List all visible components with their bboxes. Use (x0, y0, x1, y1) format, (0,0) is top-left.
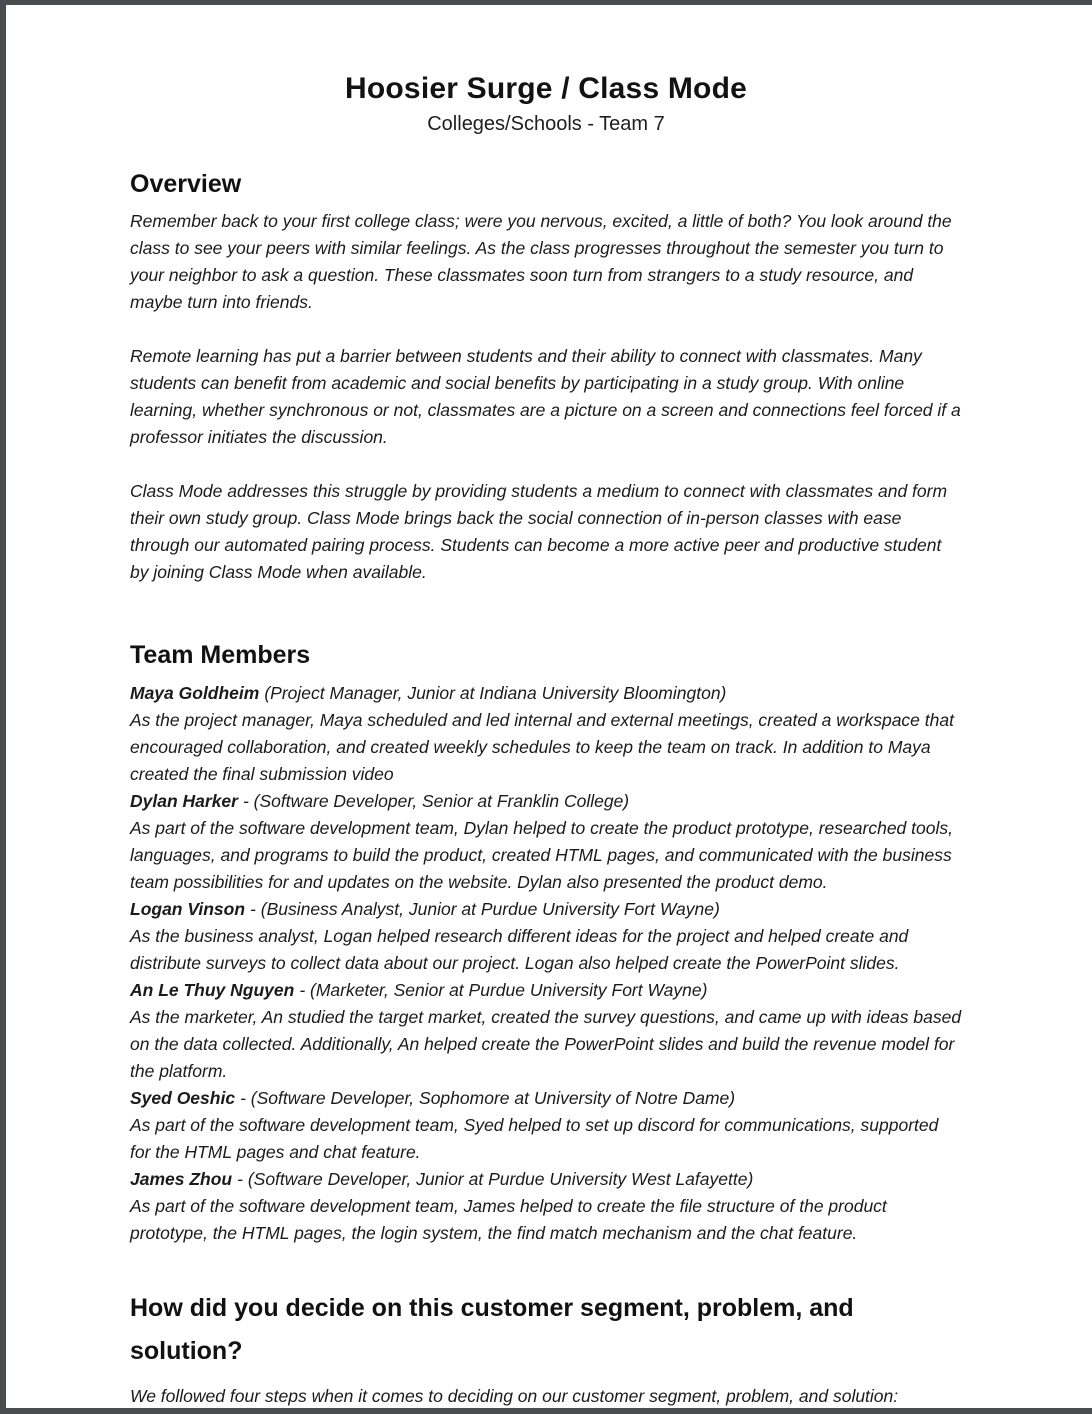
team-member-header (130, 788, 962, 815)
page-content (6, 5, 1092, 1410)
team-member-name: An Le Thuy Nguyen (130, 979, 295, 1000)
team-member-role: - (Software Developer, Sophomore at University of Notre Dame) (240, 1087, 736, 1108)
overview-paragraph: Class Mode addresses this struggle by providing students a medium to connect with classmates and form their own study group. Class Mode brings back the social connection of in-person classes with ease through our automated pairing process. Students can become a more active peer and productive student by joining Class Mode when available. (130, 481, 948, 583)
team-member-header (130, 1166, 962, 1193)
team-member-role: - (Software Developer, Senior at Franklin College) (242, 790, 630, 811)
team-member-role: (Project Manager, Junior at Indiana University Bloomington) (264, 682, 727, 703)
team-member-description: As part of the software development team, James helped to create the file structure of the product prototype, the HTML pages, the login system, the find match mechanism and the chat feature. (130, 1195, 887, 1243)
overview-paragraph: Remote learning has put a barrier between students and their ability to connect with classmates. Many students can benefit from academic and social benefits by participating in a study group. With online learning, whether synchronous or not, classmates are a picture on a screen and connections feel forced if a professor initiates the discussion. (130, 346, 961, 448)
overview-heading: Overview (130, 170, 242, 198)
team-member-name: James Zhou (130, 1168, 233, 1189)
team-member (130, 896, 962, 977)
team-member-name: Logan Vinson (130, 898, 246, 919)
team-member-header (130, 1085, 962, 1112)
team-member-header (130, 977, 962, 1004)
team-member-name: Syed Oeshic (130, 1087, 236, 1108)
question-heading: How did you decide on this customer segment, problem, and solution? (130, 1293, 854, 1365)
team-member (130, 788, 962, 896)
team-member-name: Dylan Harker (130, 790, 238, 811)
team-member (130, 1166, 962, 1247)
team-member-description: As the marketer, An studied the target market, created the survey questions, and came up with ideas based on the data collected. Additionally, An helped create the PowerPoint slides and build the revenue model for the platform. (130, 1006, 962, 1081)
team-member-role: - (Marketer, Senior at Purdue University Fort Wayne) (299, 979, 708, 1000)
team-member-name: Maya Goldheim (130, 682, 260, 703)
team-member (130, 977, 962, 1085)
team-member-description: As part of the software development team, Syed helped to set up discord for communications, supported for the HTML pages and chat feature. (130, 1114, 939, 1162)
team-member-description: As the business analyst, Logan helped research different ideas for the project and helped create and distribute surveys to collect data about our project. Logan also helped create the PowerPoint slides. (130, 925, 909, 973)
document-title: Hoosier Surge / Class Mode (345, 72, 747, 105)
document-subtitle: Colleges/Schools - Team 7 (427, 113, 665, 135)
team-member-role: - (Business Analyst, Junior at Purdue University Fort Wayne) (250, 898, 720, 919)
team-member-header (130, 680, 962, 707)
team-member-description: As part of the software development team, Dylan helped to create the product prototype, researched tools, languages, and programs to build the product, created HTML pages, and communicated with the business team possibilities for and updates on the website. Dylan also presented the product demo. (130, 817, 953, 892)
overview-paragraph: Remember back to your first college class; were you nervous, excited, a little of both? You look around the class to see your peers with similar feelings. As the class progresses throughout the semester you turn to your neighbor to ask a question. These classmates soon turn from strangers to a study resource, and maybe turn into friends. (130, 211, 952, 313)
team-member (130, 680, 962, 788)
question-intro: We followed four steps when it comes to deciding on our customer segment, problem, and solution: (130, 1385, 899, 1406)
team-member-role: - (Software Developer, Junior at Purdue University West Lafayette) (237, 1168, 754, 1189)
team-member-description: As the project manager, Maya scheduled and led internal and external meetings, created a workspace that encouraged collaboration, and created weekly schedules to keep the team on track. In addition to Maya created the final submission video (130, 709, 954, 784)
team-member-header (130, 896, 962, 923)
team-member (130, 1085, 962, 1166)
team-members-heading: Team Members (130, 641, 311, 670)
